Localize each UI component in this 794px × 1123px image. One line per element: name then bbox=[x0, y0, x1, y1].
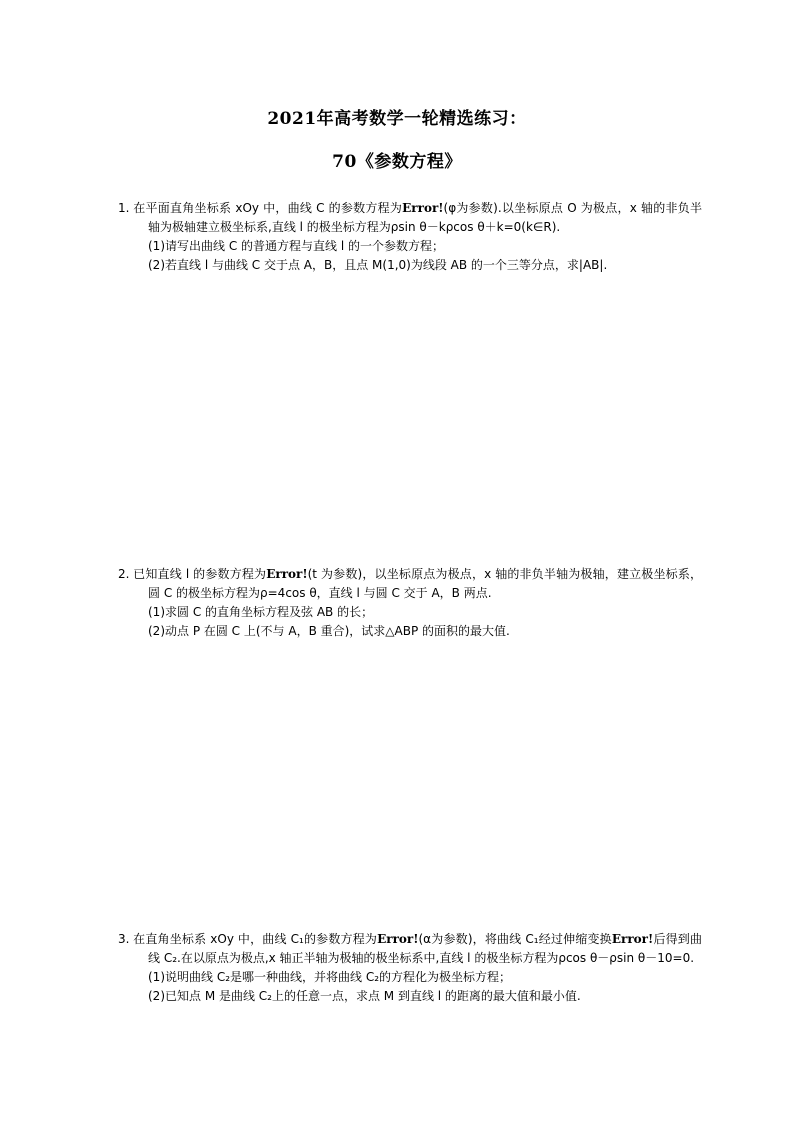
stem-text: (φ为参数).以坐标原点 O 为极点，x 轴的非负半轴为极轴建立极坐标系,直线 l 的极坐标方程为ρsin θ－kρcos θ＋k=0(k∈R). bbox=[148, 201, 702, 234]
error-field: Error! bbox=[377, 932, 419, 946]
stem-text: 在平面直角坐标系 xOy 中，曲线 C 的参数方程为 bbox=[133, 201, 403, 215]
problem-number: 3. bbox=[118, 932, 130, 946]
stem-text: 在直角坐标系 xOy 中，曲线 C₁的参数方程为 bbox=[133, 932, 378, 946]
problem-number: 2. bbox=[118, 567, 130, 581]
error-field: Error! bbox=[402, 201, 444, 215]
subquestion-2: (2)已知点 M 是曲线 C₂上的任意一点，求点 M 到直线 l 的距离的最大值和最小值. bbox=[148, 989, 581, 1003]
document-title: 2021年高考数学一轮精选练习： bbox=[267, 109, 527, 129]
stem-text: (t 为参数)，以坐标原点为极点，x 轴的非负半轴为极轴，建立极坐标系，圆 C 的极坐标方程为ρ=4cos θ，直线 l 与圆 C 交于 A，B 两点. bbox=[148, 567, 702, 600]
problem-stem bbox=[118, 930, 702, 968]
stem-text: (α为参数)，将曲线 C₁经过伸缩变换 bbox=[418, 932, 612, 946]
subquestion-1: (1)说明曲线 C₂是哪一种曲线，并将曲线 C₂的方程化为极坐标方程； bbox=[148, 970, 512, 984]
error-field: Error! bbox=[611, 932, 654, 946]
subquestion-1: (1)求圆 C 的直角坐标方程及弦 AB 的长； bbox=[148, 605, 374, 619]
document-subtitle: 70《参数方程》 bbox=[332, 152, 462, 172]
problem-stem bbox=[118, 565, 702, 603]
subquestion-1: (1)请写出曲线 C 的普通方程与直线 l 的一个参数方程； bbox=[148, 239, 444, 253]
subquestion-2: (2)动点 P 在圆 C 上(不与 A，B 重合)，试求△ABP 的面积的最大值. bbox=[148, 624, 510, 638]
problem-2 bbox=[118, 565, 702, 641]
problem-number: 1. bbox=[118, 201, 130, 215]
error-field: Error! bbox=[266, 567, 308, 581]
problem-1 bbox=[118, 199, 702, 275]
subquestion-2: (2)若直线 l 与曲线 C 交于点 A，B，且点 M(1,0)为线段 AB 的一个三等分点，求|AB|. bbox=[148, 258, 608, 272]
stem-text: 已知直线 l 的参数方程为 bbox=[133, 567, 267, 581]
problem-3 bbox=[118, 930, 702, 1006]
problem-stem bbox=[118, 199, 702, 237]
stem-text: 后得到曲线 C₂.在以原点为极点,x 轴正半轴为极轴的极坐标系中,直线 l 的极坐标方程为ρcos θ－ρsin θ－10=0. bbox=[148, 932, 702, 965]
